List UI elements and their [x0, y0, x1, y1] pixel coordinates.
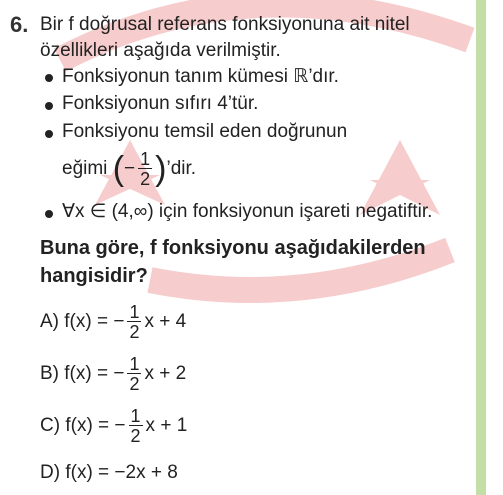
option-b-lhs: f(x) = − [64, 363, 125, 385]
slope-fraction [138, 150, 152, 188]
option-d-text: f(x) = −2x + 8 [65, 462, 178, 483]
option-a[interactable] [40, 303, 186, 341]
option-a-lhs: f(x) = − [64, 311, 125, 333]
option-a-label: A) [40, 311, 59, 333]
left-paren: ( [112, 150, 125, 188]
bullet-dot [45, 210, 53, 218]
option-b-denominator: 2 [129, 374, 140, 394]
bullet-domain: Fonksiyonun tanım kümesi ℝ’dır. [62, 66, 339, 87]
intro-line-2: özellikleri aşağıda verilmiştir. [40, 40, 281, 61]
bullet-slope-line-2 [62, 150, 196, 188]
bullet-dot [45, 102, 53, 110]
option-a-numerator: 1 [129, 302, 140, 322]
intro-line-1: Bir f doğrusal referans fonksiyonuna ait nitel [40, 14, 410, 35]
option-b-numerator: 1 [129, 354, 140, 374]
slope-sign: − [124, 158, 136, 180]
option-a-fraction [127, 303, 141, 341]
option-c-numerator: 1 [130, 406, 141, 426]
side-bar [476, 0, 486, 495]
question-number: 6. [10, 12, 29, 37]
bullet-dot [45, 74, 53, 82]
option-b-rhs: x + 2 [144, 363, 187, 385]
option-d[interactable] [40, 462, 178, 484]
bullet-dot [45, 130, 53, 138]
option-c-lhs: f(x) = − [65, 415, 126, 437]
option-c-fraction [129, 407, 143, 445]
bullet-slope-line-1: Fonksiyonu temsil eden doğrunun [62, 121, 348, 142]
option-b-fraction [127, 355, 141, 393]
slope-numerator: 1 [140, 149, 151, 169]
slope-suffix: ’dir. [166, 158, 197, 180]
prompt-line-1: Buna göre, f fonksiyonu aşağıdakilerden [40, 237, 426, 259]
option-a-denominator: 2 [129, 322, 140, 342]
option-c-label: C) [40, 415, 61, 437]
prompt-line-2: hangisidir? [40, 265, 148, 287]
slope-prefix: eğimi [62, 158, 108, 180]
option-c-denominator: 2 [130, 426, 141, 446]
option-b[interactable] [40, 355, 186, 393]
option-b-label: B) [40, 363, 59, 385]
option-a-rhs: x + 4 [144, 311, 187, 333]
option-c-rhs: x + 1 [145, 415, 188, 437]
right-paren: ) [155, 150, 167, 188]
bullet-zero: Fonksiyonun sıfırı 4’tür. [62, 93, 259, 114]
bullet-sign: ∀x ∈ (4,∞) için fonksiyonun işareti negatiftir. [62, 201, 433, 222]
slope-denominator: 2 [140, 169, 151, 189]
option-c[interactable] [40, 407, 187, 445]
option-d-label: D) [40, 462, 61, 483]
